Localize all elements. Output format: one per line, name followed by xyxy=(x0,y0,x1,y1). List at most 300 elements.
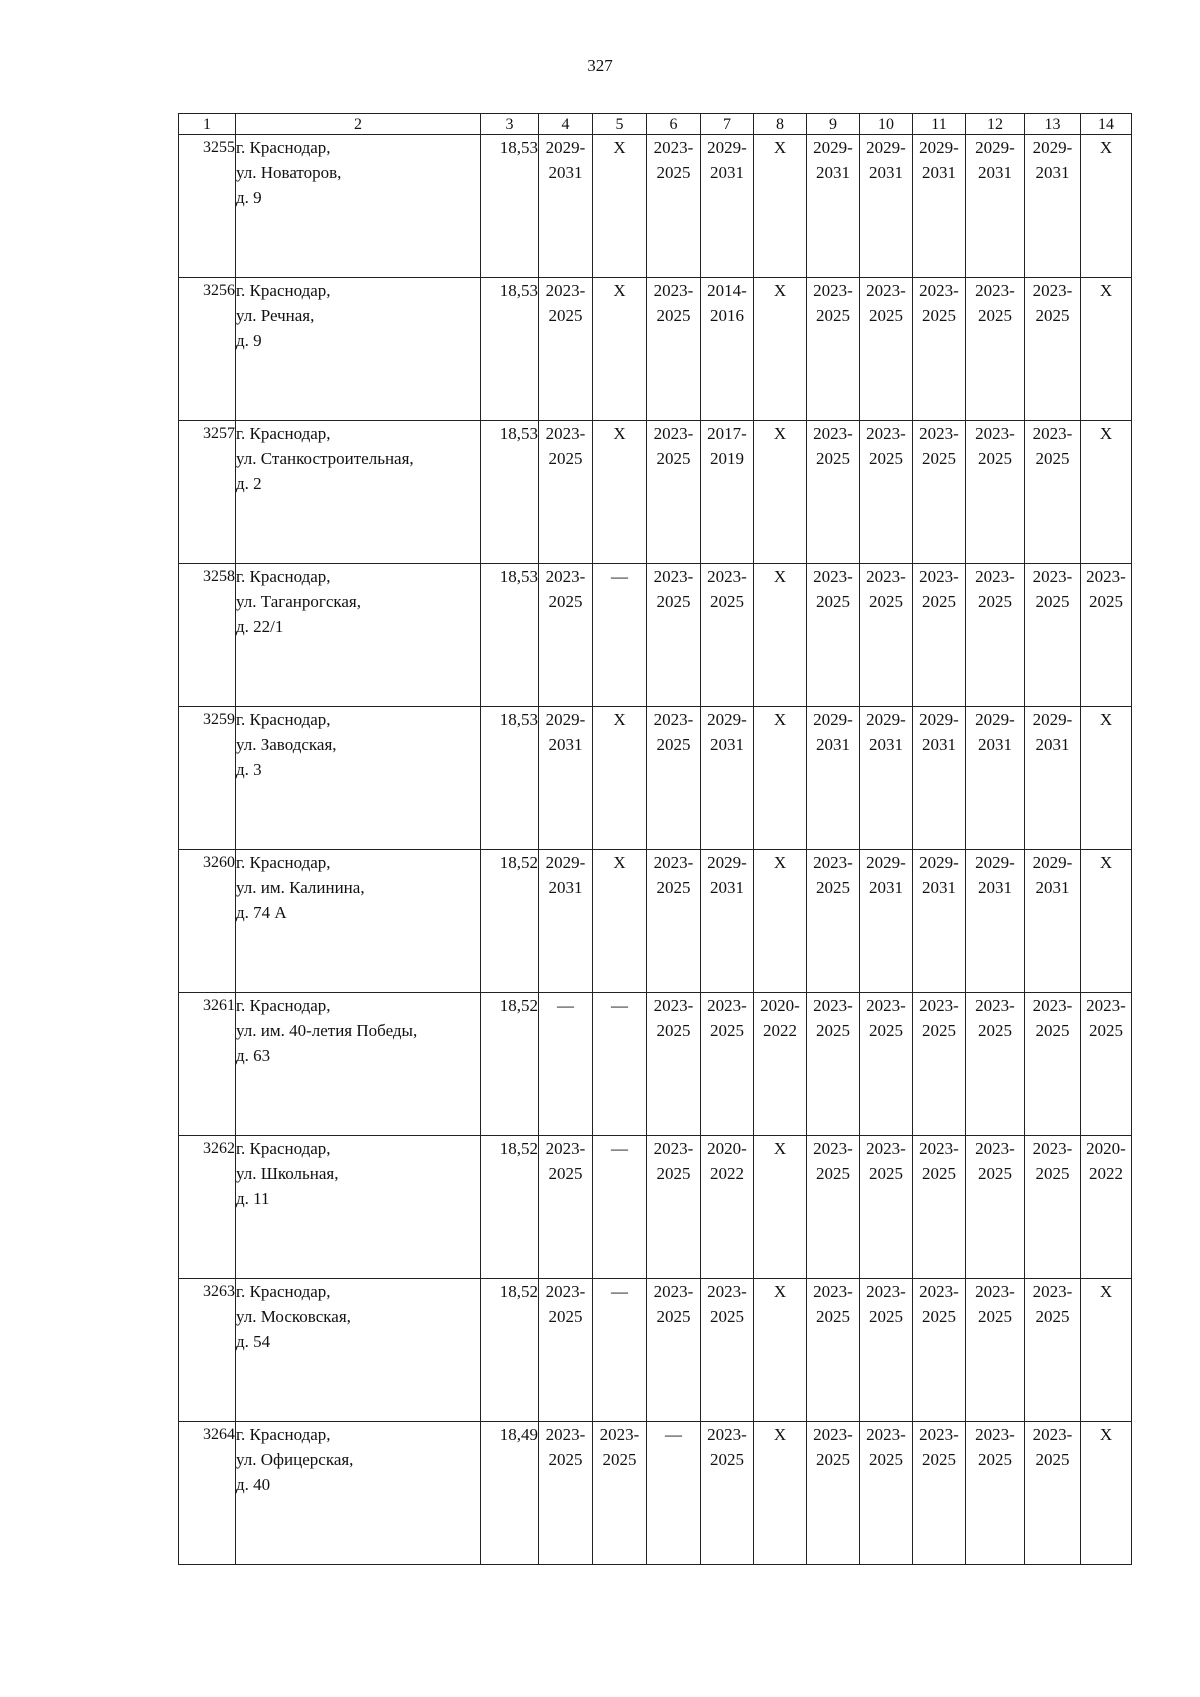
period-line: 2025 xyxy=(656,878,691,897)
period-line: 2029- xyxy=(707,138,747,157)
period-cell xyxy=(593,1279,647,1422)
period-line: 2023- xyxy=(975,996,1015,1015)
period-cell xyxy=(754,278,807,421)
period-line: 2023- xyxy=(866,996,906,1015)
period-line: X xyxy=(773,424,787,443)
table-row xyxy=(179,135,1132,278)
period-line: 2023- xyxy=(653,710,694,729)
period-line: 2029- xyxy=(919,138,959,157)
period-cell xyxy=(701,421,754,564)
period-line: 2025 xyxy=(656,1164,691,1183)
period-line: 2029- xyxy=(813,138,853,157)
period-cell xyxy=(807,993,860,1136)
period-cell xyxy=(701,1279,754,1422)
period-cell xyxy=(647,1279,701,1422)
period-line: 2025 xyxy=(656,306,691,325)
period-line: 2025 xyxy=(978,1307,1012,1326)
period-cell xyxy=(1025,1279,1081,1422)
address-line: г. Краснодар, xyxy=(236,138,331,157)
period-cell xyxy=(913,707,966,850)
period-line: 2023- xyxy=(866,1282,906,1301)
period-line: 2025 xyxy=(869,1021,903,1040)
period-line: 2025 xyxy=(978,306,1012,325)
value-cell xyxy=(481,421,539,564)
period-line: 2029- xyxy=(975,853,1015,872)
period-line: 2031 xyxy=(978,163,1012,182)
period-cell xyxy=(1081,993,1132,1136)
period-cell xyxy=(647,850,701,993)
period-line: 2025 xyxy=(978,1164,1012,1183)
period-cell xyxy=(1081,421,1132,564)
period-cell xyxy=(539,1279,593,1422)
period-line: 2025 xyxy=(816,1307,850,1326)
period-cell xyxy=(647,1422,701,1565)
period-line: 2025 xyxy=(656,1307,691,1326)
period-line: 2023- xyxy=(919,281,959,300)
period-cell xyxy=(1081,564,1132,707)
period-line: 2025 xyxy=(816,1164,850,1183)
address-line: д. 3 xyxy=(236,760,262,779)
period-line: 2014- xyxy=(707,281,747,300)
row-number: 3256 xyxy=(179,278,236,421)
period-line: 2023- xyxy=(1032,1425,1073,1444)
period-cell xyxy=(1025,993,1081,1136)
column-header-12: 12 xyxy=(966,114,1025,135)
column-header-6: 6 xyxy=(647,114,701,135)
period-cell xyxy=(593,1136,647,1279)
period-cell xyxy=(701,850,754,993)
address-line: ул. им. 40-летия Победы, xyxy=(236,1021,418,1040)
period-line: 2025 xyxy=(978,1021,1012,1040)
dash-mark: — xyxy=(611,996,628,1015)
period-line: 2023- xyxy=(707,1425,747,1444)
period-cell xyxy=(593,1422,647,1565)
period-line: 2023- xyxy=(813,424,853,443)
period-cell xyxy=(807,1279,860,1422)
period-cell xyxy=(860,850,913,993)
period-line: 2023- xyxy=(545,1425,586,1444)
period-line: 2023- xyxy=(545,281,586,300)
address-cell xyxy=(236,421,481,564)
table-row xyxy=(179,1279,1132,1422)
period-line: 2023- xyxy=(975,1282,1015,1301)
period-line: 2023- xyxy=(653,1282,694,1301)
address-cell xyxy=(236,850,481,993)
period-line: 2025 xyxy=(922,1450,956,1469)
period-line: 2031 xyxy=(922,878,956,897)
period-cell xyxy=(593,993,647,1136)
period-line: 2023- xyxy=(813,853,853,872)
period-cell xyxy=(754,564,807,707)
table-row xyxy=(179,564,1132,707)
value-cell xyxy=(481,135,539,278)
period-cell xyxy=(860,1136,913,1279)
period-cell xyxy=(966,421,1025,564)
period-line: X xyxy=(1099,710,1113,729)
period-line: 2031 xyxy=(710,735,744,754)
period-line: 2025 xyxy=(1035,1164,1070,1183)
address-cell xyxy=(236,1279,481,1422)
period-line: 2020- xyxy=(1086,1139,1126,1158)
period-cell xyxy=(1025,707,1081,850)
period-line: 2022 xyxy=(710,1164,744,1183)
column-header-3: 3 xyxy=(481,114,539,135)
address-line: д. 2 xyxy=(236,474,262,493)
address-line: ул. им. Калинина, xyxy=(236,878,365,897)
period-cell xyxy=(860,135,913,278)
period-cell xyxy=(647,1136,701,1279)
column-header-5: 5 xyxy=(593,114,647,135)
period-line: 2025 xyxy=(1035,449,1070,468)
period-line: 2023- xyxy=(975,1425,1015,1444)
address-cell xyxy=(236,1136,481,1279)
period-line: X xyxy=(1099,138,1113,157)
table-row xyxy=(179,850,1132,993)
period-line: 2029- xyxy=(866,853,906,872)
period-line: 2023- xyxy=(1032,996,1073,1015)
period-line: 2031 xyxy=(1035,163,1070,182)
period-line: 2025 xyxy=(869,1450,903,1469)
row-number: 3258 xyxy=(179,564,236,707)
period-cell xyxy=(754,135,807,278)
period-line: 2023- xyxy=(1032,1282,1073,1301)
value-text: 18,53 xyxy=(499,281,538,300)
period-line: 2023- xyxy=(919,1282,959,1301)
table-row xyxy=(179,1136,1132,1279)
period-cell xyxy=(754,1136,807,1279)
period-cell xyxy=(593,564,647,707)
period-cell xyxy=(913,1136,966,1279)
dash-mark: — xyxy=(611,1282,628,1301)
period-line: 2025 xyxy=(922,1021,956,1040)
period-line: 2029- xyxy=(1032,710,1073,729)
column-header-10: 10 xyxy=(860,114,913,135)
period-line: 2031 xyxy=(710,878,744,897)
address-line: ул. Московская, xyxy=(236,1307,351,1326)
period-cell xyxy=(860,278,913,421)
period-cell xyxy=(860,993,913,1136)
period-line: 2025 xyxy=(1035,592,1070,611)
period-line: 2023- xyxy=(866,424,906,443)
address-line: ул. Заводская, xyxy=(236,735,337,754)
column-header-9: 9 xyxy=(807,114,860,135)
period-line: 2023- xyxy=(919,1139,959,1158)
period-cell xyxy=(647,135,701,278)
period-cell xyxy=(539,421,593,564)
value-text: 18,53 xyxy=(499,424,538,443)
period-line: 2020- xyxy=(760,996,800,1015)
period-cell xyxy=(1081,1136,1132,1279)
period-line: 2023- xyxy=(1086,567,1126,586)
period-line: 2023- xyxy=(1032,281,1073,300)
period-line: 2023- xyxy=(707,567,747,586)
row-number: 3259 xyxy=(179,707,236,850)
table-row xyxy=(179,421,1132,564)
period-line: 2023- xyxy=(813,996,853,1015)
value-text: 18,53 xyxy=(499,567,538,586)
period-line: 2031 xyxy=(548,163,583,182)
value-text: 18,53 xyxy=(499,138,538,157)
period-line: 2025 xyxy=(978,592,1012,611)
period-line: 2023- xyxy=(813,567,853,586)
value-text: 18,52 xyxy=(499,853,538,872)
period-line: 2025 xyxy=(978,1450,1012,1469)
period-cell xyxy=(1081,1279,1132,1422)
address-cell xyxy=(236,1422,481,1565)
address-line: д. 22/1 xyxy=(236,617,284,636)
period-line: X xyxy=(773,710,787,729)
period-cell xyxy=(701,993,754,1136)
period-cell xyxy=(754,1422,807,1565)
period-line: 2023- xyxy=(1086,996,1126,1015)
table-row xyxy=(179,993,1132,1136)
value-cell xyxy=(481,278,539,421)
address-line: д. 54 xyxy=(236,1332,271,1351)
period-cell xyxy=(754,1279,807,1422)
period-cell xyxy=(860,421,913,564)
period-line: 2020- xyxy=(707,1139,747,1158)
address-line: г. Краснодар, xyxy=(236,281,331,300)
period-line: 2025 xyxy=(656,163,691,182)
period-line: 2025 xyxy=(816,878,850,897)
address-line: ул. Речная, xyxy=(236,306,315,325)
column-header-4: 4 xyxy=(539,114,593,135)
period-line: X xyxy=(773,1139,787,1158)
address-line: ул. Школьная, xyxy=(236,1164,339,1183)
period-cell xyxy=(1081,135,1132,278)
period-cell xyxy=(860,1422,913,1565)
period-cell xyxy=(754,707,807,850)
period-line: 2025 xyxy=(816,592,850,611)
period-cell xyxy=(913,278,966,421)
page-number: 327 xyxy=(587,56,613,75)
period-line: X xyxy=(613,281,626,300)
period-cell xyxy=(913,564,966,707)
period-line: 2025 xyxy=(869,592,903,611)
period-line: 2031 xyxy=(1035,878,1070,897)
period-cell xyxy=(966,1422,1025,1565)
address-line: д. 9 xyxy=(236,188,262,207)
period-line: 2023- xyxy=(975,1139,1015,1158)
address-line: г. Краснодар, xyxy=(236,1282,331,1301)
value-text: 18,52 xyxy=(499,1282,538,1301)
period-cell xyxy=(1025,278,1081,421)
row-number: 3260 xyxy=(179,850,236,993)
period-line: 2023- xyxy=(866,1139,906,1158)
address-line: ул. Таганрогская, xyxy=(236,592,361,611)
period-cell xyxy=(754,850,807,993)
period-line: 2016 xyxy=(710,306,744,325)
period-line: 2025 xyxy=(548,592,583,611)
period-cell xyxy=(593,278,647,421)
period-line: 2031 xyxy=(869,163,903,182)
period-line: 2025 xyxy=(922,1164,956,1183)
value-text: 18,52 xyxy=(499,996,538,1015)
period-line: 2031 xyxy=(922,163,956,182)
period-cell xyxy=(539,135,593,278)
address-line: г. Краснодар, xyxy=(236,424,331,443)
address-line: г. Краснодар, xyxy=(236,1139,331,1158)
period-cell xyxy=(539,564,593,707)
column-number-row xyxy=(179,114,1132,135)
period-line: 2029- xyxy=(919,853,959,872)
period-line: 2023- xyxy=(919,567,959,586)
period-line: X xyxy=(1099,853,1113,872)
address-cell xyxy=(236,707,481,850)
address-line: г. Краснодар, xyxy=(236,853,331,872)
address-line: д. 63 xyxy=(236,1046,271,1065)
period-line: 2031 xyxy=(1035,735,1070,754)
period-cell xyxy=(539,707,593,850)
period-cell xyxy=(966,850,1025,993)
period-line: 2022 xyxy=(763,1021,797,1040)
dash-mark: — xyxy=(611,567,628,586)
period-line: 2025 xyxy=(548,1307,583,1326)
period-line: X xyxy=(773,138,787,157)
period-cell xyxy=(1025,564,1081,707)
address-line: ул. Станкостроительная, xyxy=(236,449,414,468)
period-line: 2025 xyxy=(710,1307,744,1326)
value-cell xyxy=(481,1422,539,1565)
period-line: 2031 xyxy=(922,735,956,754)
address-line: ул. Офицерская, xyxy=(236,1450,354,1469)
period-line: 2025 xyxy=(1035,1021,1070,1040)
period-line: 2029- xyxy=(707,710,747,729)
value-cell xyxy=(481,564,539,707)
period-line: X xyxy=(773,1282,787,1301)
period-cell xyxy=(701,135,754,278)
column-header-14: 14 xyxy=(1081,114,1132,135)
column-header-7: 7 xyxy=(701,114,754,135)
row-number: 3257 xyxy=(179,421,236,564)
address-cell xyxy=(236,135,481,278)
period-cell xyxy=(913,1422,966,1565)
period-cell xyxy=(966,1279,1025,1422)
column-header-8: 8 xyxy=(754,114,807,135)
period-cell xyxy=(913,1279,966,1422)
period-line: 2023- xyxy=(1032,1139,1073,1158)
row-number: 3263 xyxy=(179,1279,236,1422)
period-line: 2025 xyxy=(816,306,850,325)
period-line: 2031 xyxy=(548,878,583,897)
period-line: 2025 xyxy=(816,1450,850,1469)
period-line: 2023- xyxy=(545,1282,586,1301)
period-line: 2023- xyxy=(653,281,694,300)
period-line: 2022 xyxy=(1089,1164,1123,1183)
period-line: 2025 xyxy=(710,1450,744,1469)
period-cell xyxy=(539,993,593,1136)
column-header-2: 2 xyxy=(236,114,481,135)
table-row xyxy=(179,278,1132,421)
value-text: 18,49 xyxy=(499,1425,538,1444)
period-line: X xyxy=(1099,281,1113,300)
value-cell xyxy=(481,707,539,850)
period-line: 2031 xyxy=(548,735,583,754)
period-line: 2023- xyxy=(813,1425,853,1444)
period-line: 2025 xyxy=(869,1307,903,1326)
period-line: 2019 xyxy=(710,449,744,468)
period-line: 2029- xyxy=(545,138,586,157)
row-number: 3261 xyxy=(179,993,236,1136)
period-cell xyxy=(1025,1136,1081,1279)
period-line: X xyxy=(613,853,626,872)
period-line: 2023- xyxy=(866,567,906,586)
period-cell xyxy=(1081,707,1132,850)
period-cell xyxy=(966,993,1025,1136)
address-line: д. 40 xyxy=(236,1475,271,1494)
period-line: 2025 xyxy=(548,306,583,325)
period-line: X xyxy=(1099,1282,1113,1301)
period-cell xyxy=(860,707,913,850)
period-cell xyxy=(647,564,701,707)
period-line: 2023- xyxy=(919,424,959,443)
period-cell xyxy=(701,1136,754,1279)
period-cell xyxy=(1025,850,1081,993)
period-line: 2029- xyxy=(545,853,586,872)
period-line: 2023- xyxy=(653,853,694,872)
period-cell xyxy=(966,135,1025,278)
period-cell xyxy=(539,1136,593,1279)
period-line: 2029- xyxy=(975,138,1015,157)
period-cell xyxy=(807,278,860,421)
period-line: 2025 xyxy=(1035,1307,1070,1326)
period-cell xyxy=(1025,421,1081,564)
period-line: 2025 xyxy=(656,592,691,611)
period-cell xyxy=(701,707,754,850)
value-cell xyxy=(481,1136,539,1279)
period-cell xyxy=(807,1422,860,1565)
period-cell xyxy=(913,135,966,278)
row-number: 3262 xyxy=(179,1136,236,1279)
period-cell xyxy=(754,993,807,1136)
period-line: 2025 xyxy=(869,1164,903,1183)
table-row xyxy=(179,1422,1132,1565)
period-cell xyxy=(701,278,754,421)
period-line: 2025 xyxy=(1089,1021,1123,1040)
period-cell xyxy=(807,135,860,278)
period-line: 2025 xyxy=(656,1021,691,1040)
period-line: 2023- xyxy=(707,996,747,1015)
period-cell xyxy=(593,707,647,850)
dash-mark: — xyxy=(557,996,574,1015)
dash-mark: — xyxy=(611,1139,628,1158)
value-cell xyxy=(481,850,539,993)
period-line: X xyxy=(773,281,787,300)
period-line: 2023- xyxy=(545,424,586,443)
period-cell xyxy=(539,850,593,993)
period-line: 2023- xyxy=(545,567,586,586)
period-line: 2029- xyxy=(1032,853,1073,872)
value-text: 18,53 xyxy=(499,710,538,729)
period-line: 2025 xyxy=(922,592,956,611)
period-line: 2031 xyxy=(978,735,1012,754)
period-line: X xyxy=(773,853,787,872)
period-line: 2023- xyxy=(975,424,1015,443)
period-line: 2029- xyxy=(707,853,747,872)
period-line: 2023- xyxy=(653,1139,694,1158)
row-number: 3264 xyxy=(179,1422,236,1565)
period-line: 2025 xyxy=(656,449,691,468)
period-cell xyxy=(593,850,647,993)
value-cell xyxy=(481,993,539,1136)
period-line: 2023- xyxy=(1032,424,1073,443)
period-line: 2025 xyxy=(978,449,1012,468)
period-line: 2025 xyxy=(869,306,903,325)
period-line: 2023- xyxy=(975,567,1015,586)
period-line: 2031 xyxy=(869,735,903,754)
period-line: 2023- xyxy=(813,1282,853,1301)
period-cell xyxy=(807,850,860,993)
